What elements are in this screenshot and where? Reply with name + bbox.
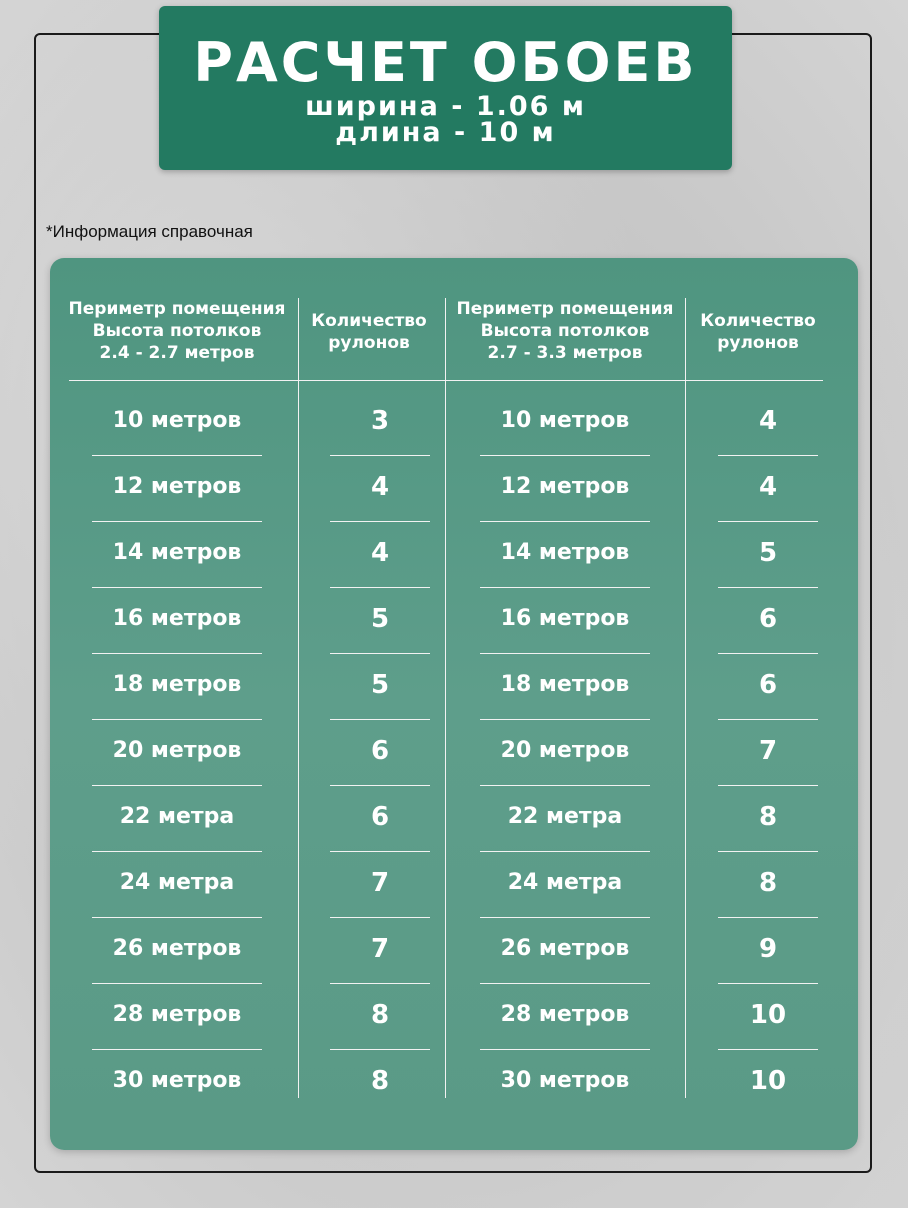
roll-length: длина - 10 м (335, 117, 556, 148)
row-divider (480, 587, 650, 588)
row-divider (330, 653, 430, 654)
row-divider (718, 719, 818, 720)
perimeter-high-cell: 10 метров (500, 408, 630, 433)
row-divider (718, 521, 818, 522)
perimeter-high-cell: 30 метров (500, 1068, 630, 1093)
header-rolls-high-line: рулонов (717, 333, 799, 353)
row-divider (480, 785, 650, 786)
rolls-high-cell: 5 (758, 538, 778, 568)
row-divider (92, 983, 262, 984)
row-divider (480, 455, 650, 456)
row-divider (718, 455, 818, 456)
perimeter-high-cell: 16 метров (500, 606, 630, 631)
rolls-low-cell: 3 (370, 406, 390, 436)
row-divider (330, 455, 430, 456)
rolls-low-cell: 8 (370, 1000, 390, 1030)
row-divider (330, 719, 430, 720)
rolls-high-cell: 10 (749, 1000, 787, 1030)
perimeter-low-cell: 14 метров (112, 540, 242, 565)
row-divider (92, 455, 262, 456)
header-divider (69, 380, 823, 381)
header-perimeter-high (445, 298, 685, 364)
row-divider (718, 587, 818, 588)
column-divider (445, 298, 446, 1098)
perimeter-high-cell: 14 метров (500, 540, 630, 565)
row-divider (718, 851, 818, 852)
perimeter-low-cell: 30 метров (112, 1068, 242, 1093)
rolls-low-cell: 8 (370, 1066, 390, 1096)
header-banner (159, 6, 732, 170)
perimeter-low-cell: 22 метра (119, 804, 235, 829)
perimeter-low-cell: 20 метров (112, 738, 242, 763)
row-divider (92, 851, 262, 852)
perimeter-low-cell: 12 метров (112, 474, 242, 499)
row-divider (480, 917, 650, 918)
perimeter-high-cell: 22 метра (507, 804, 623, 829)
header-rolls-high (688, 310, 828, 354)
perimeter-low-cell: 26 метров (112, 936, 242, 961)
header-perimeter-low-line: Периметр помещения (68, 299, 286, 319)
rolls-low-cell: 4 (370, 472, 390, 502)
row-divider (480, 719, 650, 720)
perimeter-low-cell: 24 метра (119, 870, 235, 895)
perimeter-high-cell: 12 метров (500, 474, 630, 499)
row-divider (330, 851, 430, 852)
perimeter-high-cell: 28 метров (500, 1002, 630, 1027)
header-rolls-low-line: рулонов (328, 333, 410, 353)
row-divider (718, 785, 818, 786)
rolls-high-cell: 8 (758, 868, 778, 898)
rolls-low-cell: 7 (370, 934, 390, 964)
perimeter-low-cell: 16 метров (112, 606, 242, 631)
perimeter-low-cell: 10 метров (112, 408, 242, 433)
row-divider (718, 653, 818, 654)
row-divider (480, 1049, 650, 1050)
row-divider (480, 521, 650, 522)
rolls-low-cell: 4 (370, 538, 390, 568)
column-divider (298, 298, 299, 1098)
rolls-high-cell: 4 (758, 406, 778, 436)
row-divider (480, 653, 650, 654)
header-rolls-high-line: Количество (700, 311, 816, 331)
rolls-low-cell: 6 (370, 736, 390, 766)
header-perimeter-high-line: Высота потолков (480, 321, 650, 341)
header-perimeter-low (57, 298, 297, 364)
row-divider (330, 785, 430, 786)
row-divider (92, 653, 262, 654)
row-divider (330, 521, 430, 522)
header-perimeter-high-line: Периметр помещения (456, 299, 674, 319)
row-divider (92, 917, 262, 918)
rolls-high-cell: 9 (758, 934, 778, 964)
row-divider (330, 917, 430, 918)
perimeter-high-cell: 24 метра (507, 870, 623, 895)
row-divider (92, 521, 262, 522)
row-divider (480, 983, 650, 984)
rolls-high-cell: 10 (749, 1066, 787, 1096)
row-divider (330, 587, 430, 588)
row-divider (92, 719, 262, 720)
header-perimeter-low-line: 2.4 - 2.7 метров (99, 343, 255, 363)
rolls-high-cell: 8 (758, 802, 778, 832)
row-divider (480, 851, 650, 852)
rolls-low-cell: 6 (370, 802, 390, 832)
row-divider (718, 917, 818, 918)
perimeter-low-cell: 28 метров (112, 1002, 242, 1027)
rolls-low-cell: 7 (370, 868, 390, 898)
header-rolls-low-line: Количество (311, 311, 427, 331)
row-divider (718, 983, 818, 984)
reference-note: *Информация справочная (46, 222, 253, 241)
rolls-high-cell: 6 (758, 670, 778, 700)
rolls-low-cell: 5 (370, 670, 390, 700)
row-divider (330, 983, 430, 984)
rolls-high-cell: 6 (758, 604, 778, 634)
rolls-high-cell: 7 (758, 736, 778, 766)
rolls-high-cell: 4 (758, 472, 778, 502)
row-divider (92, 587, 262, 588)
perimeter-high-cell: 26 метров (500, 936, 630, 961)
perimeter-high-cell: 18 метров (500, 672, 630, 697)
perimeter-high-cell: 20 метров (500, 738, 630, 763)
row-divider (330, 1049, 430, 1050)
row-divider (92, 1049, 262, 1050)
header-perimeter-high-line: 2.7 - 3.3 метров (487, 343, 643, 363)
header-perimeter-low-line: Высота потолков (92, 321, 262, 341)
roll-width: ширина - 1.06 м (305, 91, 586, 122)
row-divider (92, 785, 262, 786)
header-rolls-low (299, 310, 439, 354)
perimeter-low-cell: 18 метров (112, 672, 242, 697)
rolls-low-cell: 5 (370, 604, 390, 634)
row-divider (718, 1049, 818, 1050)
column-divider (685, 298, 686, 1098)
page-title: РАСЧЕТ ОБОЕВ (193, 31, 698, 94)
